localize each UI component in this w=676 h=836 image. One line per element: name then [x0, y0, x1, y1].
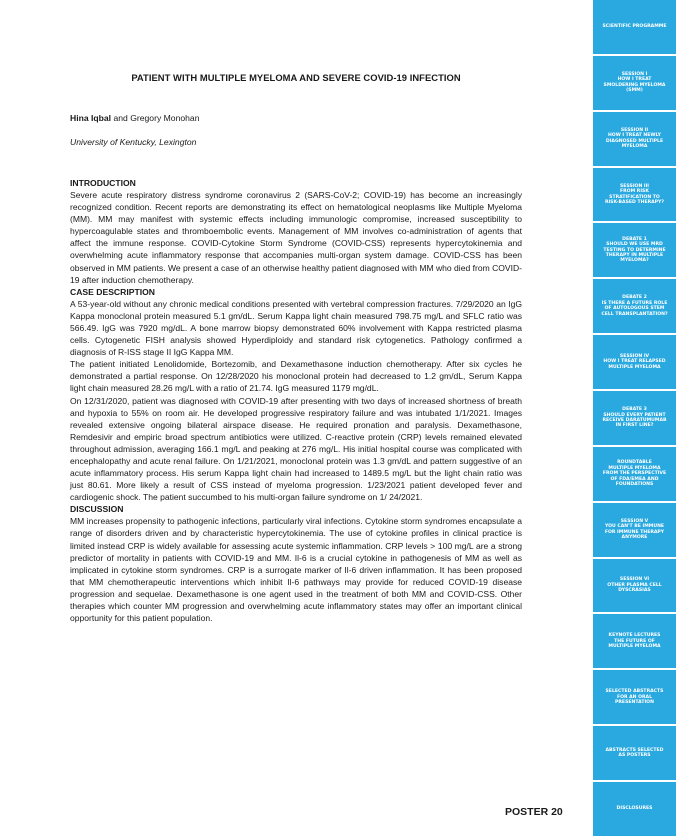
first-author: Hina Iqbal: [70, 113, 112, 123]
sidebar-item-label: [603, 460, 666, 487]
sidebar-item-line: TESTING TO DETERMINE: [603, 247, 666, 253]
sidebar-item-line: STRATIFICATION TO: [609, 194, 660, 200]
sidebar-item-session-iv[interactable]: [593, 335, 676, 389]
sidebar-item-line: SESSION V: [620, 518, 649, 524]
poster-label: POSTER 20: [505, 806, 563, 818]
programme-sidebar: [593, 0, 676, 836]
introduction-section: [70, 177, 522, 286]
case-paragraph: A 53-year-old without any chronic medical conditions presented with vertebral compression fractures. 7/29/2020 an IgG Kappa monoclonal protein measured 5.1 gm/dL. Serum Kappa light chain measured 798.75 mg/L and SFLC ratio was 566.49. IgG was 7920 mg/dL. A bone marrow biopsy demonstrated 60% involvement with Kappa restricted plasma cells. Cytogenetic FISH analysis showed Hyperdiploidy and standard risk cytogenetics. Pathology confirmed a diagnosis of R-ISS stage II IgG Kappa MM.: [70, 298, 522, 358]
sidebar-item-line: AS POSTERS: [618, 753, 651, 759]
sidebar-item-debate-1[interactable]: [593, 223, 676, 277]
affiliation: University of Kentucky, Lexington: [70, 137, 197, 147]
sidebar-item-line: DYSCRASIAS: [618, 588, 651, 594]
sidebar-item-line: MULTIPLE MYELOMA: [608, 364, 661, 370]
sidebar-item-keynote-lectures[interactable]: [593, 614, 676, 668]
sidebar-item-session-ii[interactable]: [593, 112, 676, 166]
sidebar-item-label: [608, 633, 660, 649]
sidebar-item-line: FOR AN ORAL: [616, 694, 653, 700]
sidebar-item-line: RECEIVE DARATUMUMAB: [602, 417, 667, 423]
author-connector: and: [113, 113, 128, 123]
sidebar-item-label: [604, 72, 666, 94]
introduction-heading: INTRODUCTION: [70, 178, 136, 188]
sidebar-item-roundtable[interactable]: [593, 447, 676, 501]
sidebar-item-line: ANYMORE: [621, 535, 648, 541]
sidebar-item-line: IN FIRST LINE?: [615, 423, 654, 429]
sidebar-item-line: DISCLOSURES: [616, 806, 653, 812]
sidebar-item-label: [602, 407, 666, 429]
sidebar-item-line: OF AUTOLOGOUS STEM: [604, 306, 665, 312]
sidebar-item-label: [607, 577, 661, 593]
sidebar-item-line: IS THERE A FUTURE ROLE: [601, 300, 668, 306]
sidebar-item-label: [601, 295, 667, 317]
sidebar-item-line: HOW I TREAT RELAPSED: [603, 359, 666, 365]
sidebar-item-line: ROUNDTABLE: [617, 460, 652, 466]
sidebar-item-line: SHOULD EVERY PATIENT: [603, 412, 666, 418]
sidebar-item-label: [603, 354, 665, 370]
case-heading: CASE DESCRIPTION: [70, 286, 155, 297]
sidebar-item-line: SCIENTIFIC PROGRAMME: [602, 24, 667, 30]
sidebar-item-line: MYELOMA?: [620, 258, 649, 264]
sidebar-item-line: SESSION IV: [619, 353, 650, 359]
sidebar-item-label: [603, 24, 667, 29]
sidebar-item-line: HOW I TREAT: [617, 77, 652, 83]
sidebar-item-line: PRESENTATION: [615, 699, 654, 705]
sidebar-item-session-iii[interactable]: [593, 168, 676, 222]
sidebar-item-debate-3[interactable]: [593, 391, 676, 445]
sidebar-item-line: THERAPY IN MULTIPLE: [605, 253, 664, 259]
discussion-section: [70, 503, 522, 624]
author-line: [70, 113, 522, 123]
sidebar-item-line: SESSION III: [619, 183, 650, 189]
sidebar-item-debate-2[interactable]: [593, 279, 676, 333]
sidebar-item-session-v[interactable]: [593, 503, 676, 557]
sidebar-item-line: FROM RISK: [620, 189, 649, 195]
sidebar-item-label: [605, 519, 664, 541]
sidebar-item-line: MULTIPLE MYELOMA: [608, 465, 661, 471]
sidebar-item-line: SESSION VI: [619, 577, 650, 583]
sidebar-item-line: SESSION I: [621, 71, 648, 77]
case-paragraph: On 12/31/2020, patient was diagnosed with COVID-19 after presenting with two days of increased shortness of breath and hypoxia to 55% on room air. He developed progressive respiratory failure and was intubated 1/1/2021. Images revealed extensive ongoing bilateral airspace disease. He required pronation and paralysis. Dexamethasone, Remdesivir and empiric broad spectrum antibiotics were utilized. C-reactive protein (CRP) levels remained elevated throughout admission, averaging 166.1 mg/L and peaking at 276 mg/L. His initial hospital course was complicated with encephalopathy and acute renal failure. On 1/21/2021, monoclonal protein was 1.3 gm/dL and pattern suggestive of an acute inflammatory process. His serum Kappa light chain had increased to 1489.5 mg/L but the light chain ratio was just 80.61. More likely a result of CSS instead of myeloma progression. 1/23/2021 patient developed fever and cardiogenic shock. The patient succumbed to his multi-organ failure syndrome on 1/ 24/2021.: [70, 395, 522, 503]
sidebar-item-scientific-programme[interactable]: [593, 0, 676, 54]
case-paragraph: The patient initiated Lenolidomide, Bortezomib, and Dexamethasone induction chemotherapy. After six cycles he demonstrated a partial response. On 12/28/2020 his monoclonal protein had decreased to 1.2 gm/dL, Serum Kappa light chain measured 28.26 mg/L with a ratio of 21.74. IgG measured 1179 mg/dL.: [70, 359, 522, 394]
sidebar-item-line: DEBATE 2: [622, 295, 647, 301]
sidebar-item-selected-abstracts[interactable]: [593, 670, 676, 724]
sidebar-item-abstracts-selected[interactable]: [593, 726, 676, 780]
discussion-paragraph: MM increases propensity to pathogenic infections, particularly viral infections. Cytokine storm syndromes encapsulate a range of disorders driven and by characteristic hypercytokinemia. The use of cytokine profiles in clinical practice is limited instead CRP is widely available for assessing acute systemic inflammation. CRP levels > 100 mg/L are a strong predictor of mortality in patients with COVID-19 and MM. Il-6 is a crucial cytokine in pathogenesis of MM as well as implicated in cytokine storm syndromes. CRP is a surrogate marker of Il-6 driven inflammation. It has been proposed that MM chemotherapeutic interventions which inhibit Il-6 pathways may provide for reduced COVID-19 disease progression and sequelae. Dexamethasone is one agent used in the treatment of both MM and COVID-CSS. Other therapies which counter MM progression and overwhelming acute inflammatory states may offer an important clinical opportunity for this patient population.: [70, 516, 522, 624]
sidebar-item-line: MYELOMA: [621, 144, 648, 150]
sidebar-item-line: DEBATE 1: [622, 236, 647, 242]
sidebar-item-line: DEBATE 3: [622, 407, 647, 413]
sidebar-item-line: FOUNDATIONS: [615, 481, 654, 487]
sidebar-item-line: OTHER PLASMA CELL: [607, 582, 662, 588]
sidebar-item-line: HOW I TREAT NEWLY: [607, 133, 662, 139]
abstract-title: PATIENT WITH MULTIPLE MYELOMA AND SEVERE COVID-19 INFECTION: [131, 72, 461, 83]
sidebar-item-line: FOR IMMUNE THERAPY: [604, 529, 665, 535]
sidebar-item-label: [605, 184, 664, 206]
sidebar-item-disclosures[interactable]: [593, 782, 676, 836]
sidebar-item-line: OF FDA/EMEA AND: [610, 476, 659, 482]
sidebar-item-line: MULTIPLE MYELOMA: [608, 644, 661, 650]
sidebar-item-session-i[interactable]: [593, 56, 676, 110]
case-section: [70, 286, 522, 504]
sidebar-item-line: ABSTRACTS SELECTED: [605, 747, 664, 753]
sidebar-item-line: FROM THE PERSPECTIVE: [602, 471, 667, 477]
sidebar-item-line: (SMM): [626, 88, 643, 94]
sidebar-item-line: DIAGNOSED MULTIPLE: [605, 138, 664, 144]
sidebar-item-line: KEYNOTE LECTURES: [608, 633, 661, 639]
sidebar-item-line: RISK-BASED THERAPY?: [604, 199, 665, 205]
discussion-heading: DISCUSSION: [70, 504, 124, 515]
sidebar-item-session-vi[interactable]: [593, 559, 676, 613]
sidebar-item-line: SESSION II: [620, 127, 649, 133]
sidebar-item-line: YOU CAN'T BE IMMUNE: [604, 524, 665, 530]
sidebar-item-label: [606, 128, 663, 150]
sidebar-item-label: [606, 689, 664, 705]
abstract-document: [70, 72, 522, 624]
sidebar-item-line: SMOLDERING MYELOMA: [603, 82, 666, 88]
sidebar-item-label: [606, 748, 664, 759]
sidebar-item-line: SELECTED ABSTRACTS: [605, 689, 664, 695]
sidebar-item-label: [603, 237, 665, 264]
sidebar-item-line: THE FUTURE OF: [614, 638, 655, 644]
sidebar-item-line: CELL TRANSPLANTATION?: [601, 311, 668, 317]
sidebar-item-label: [617, 806, 653, 811]
sidebar-item-line: SHOULD WE USE MRD: [606, 242, 663, 248]
second-author: Gregory Monohan: [130, 113, 200, 123]
introduction-paragraph: Severe acute respiratory distress syndrome coronavirus 2 (SARS-CoV-2; COVID-19) has become an increasingly recognized condition. Recent reports are demonstrating its effect on hematological neoplasms like Multiple Myeloma (MM). MM may manifest with systemic effects including immunologic compromise, increased susceptibility to hypercoagulable states and thromboembolic events. Management of MM involves co-administration of agents that affect the immune response. COVID-Cytokine Storm Syndrome (COVID-CSS) represents hypercytokinemia and overwhelming acute inflammatory response that accompanies multi-organ system damage. COVID-CSS has been observed in MM patients. We present a case of an otherwise healthy patient diagnosed with MM who died from COVID-19 after induction chemotherapy.: [70, 190, 522, 285]
